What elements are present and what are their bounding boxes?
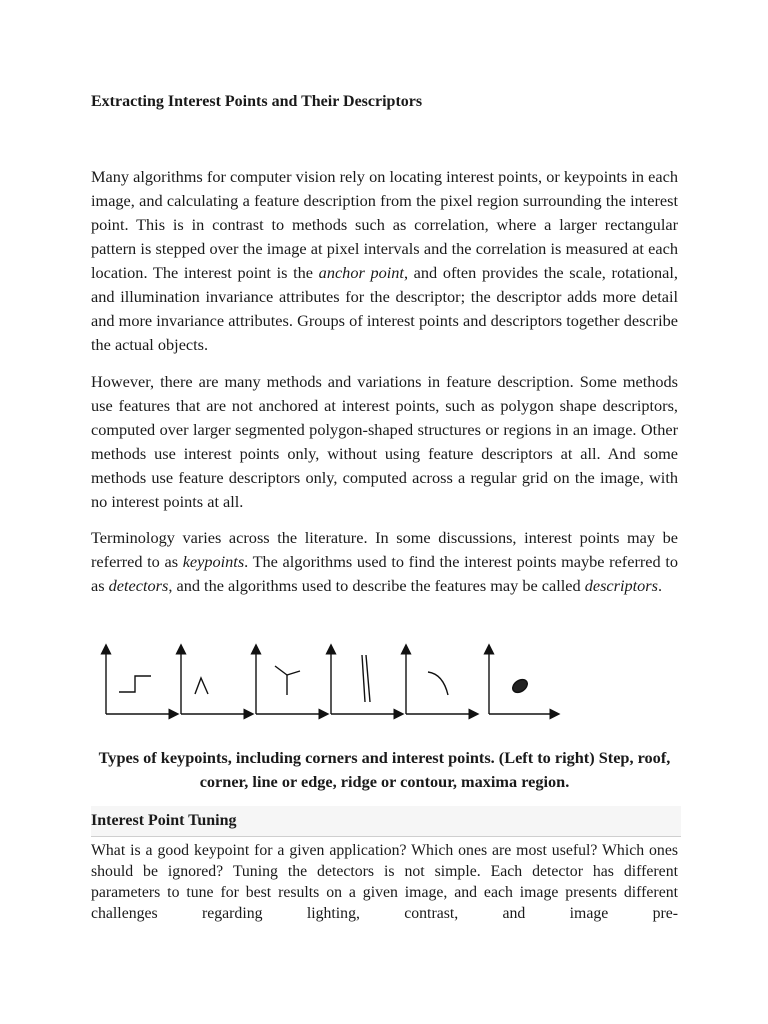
figure-caption: Types of keypoints, including corners and interest points. (Left to right) Step, roof, corner, line or edge, ridge or contour, maxima region. — [98, 748, 671, 791]
emphasis-descriptors: descriptors — [584, 576, 658, 595]
paragraph-tuning: What is a good keypoint for a given application? Which ones are most useful? Which ones should be ignored? Tuning the detectors is not simple. Each detector has different parameters to tune for best results on a given image, and each image presents different challenges regarding lighting, contrast, and image pre- — [91, 842, 678, 922]
paragraph-text: . — [657, 576, 663, 595]
paragraph-methods: However, there are many methods and variations in feature description. Some methods use features that are not anchored at interest points, such as polygon shape descriptors, computed over larger segmented polygon-shaped structures or regions in an image. Other methods use interest points only, without using feature descriptors at all. And some methods use feature descriptors only, computed across a regular grid on the image, with no interest points at all. — [91, 372, 678, 511]
paragraph-text: . The algorithms used to find the interest points maybe referred to as — [91, 552, 678, 595]
emphasis-keypoints: keypoints — [182, 552, 245, 571]
keypoint-diagram — [91, 640, 678, 725]
paragraph-text: Many algorithms for computer vision rely on locating interest points, or keypoints in each image, and calculating a feature description from the pixel region surrounding the interest point. This is in contrast to methods such as correlation, where a larger rectangular pattern is stepped over the image at pixel intervals and the correlation is measured at each location. The interest point is the — [91, 167, 678, 282]
keypoint-types-figure — [91, 640, 678, 725]
page-title: Extracting Interest Points and Their Descriptors — [91, 93, 423, 110]
paragraph-text: , and the algorithms used to describe the features may be called — [168, 576, 585, 595]
emphasis-detectors: detectors — [108, 576, 169, 595]
ridge-contour-keypoint-icon — [406, 649, 474, 714]
paragraph-text: , and often provides the scale, rotational, and illumination invariance attributes for the descriptor; the descriptor adds more detail and more invariance attributes. Groups of interest points and descriptors together describe the actual objects. — [91, 263, 678, 354]
emphasis-anchor-point: anchor point — [318, 263, 404, 282]
paragraph-intro — [91, 165, 678, 357]
corner-keypoint-icon — [256, 649, 324, 714]
maxima-region-keypoint-icon — [489, 649, 555, 714]
section-header-bar — [91, 806, 681, 837]
step-keypoint-icon — [106, 649, 174, 714]
roof-keypoint-icon — [181, 649, 249, 714]
line-edge-keypoint-icon — [331, 649, 399, 714]
paragraph-terminology — [91, 526, 678, 598]
paragraph-text: Terminology varies across the literature. In some discussions, interest points may be referred to as — [91, 528, 678, 571]
section-heading: Interest Point Tuning — [91, 812, 237, 829]
